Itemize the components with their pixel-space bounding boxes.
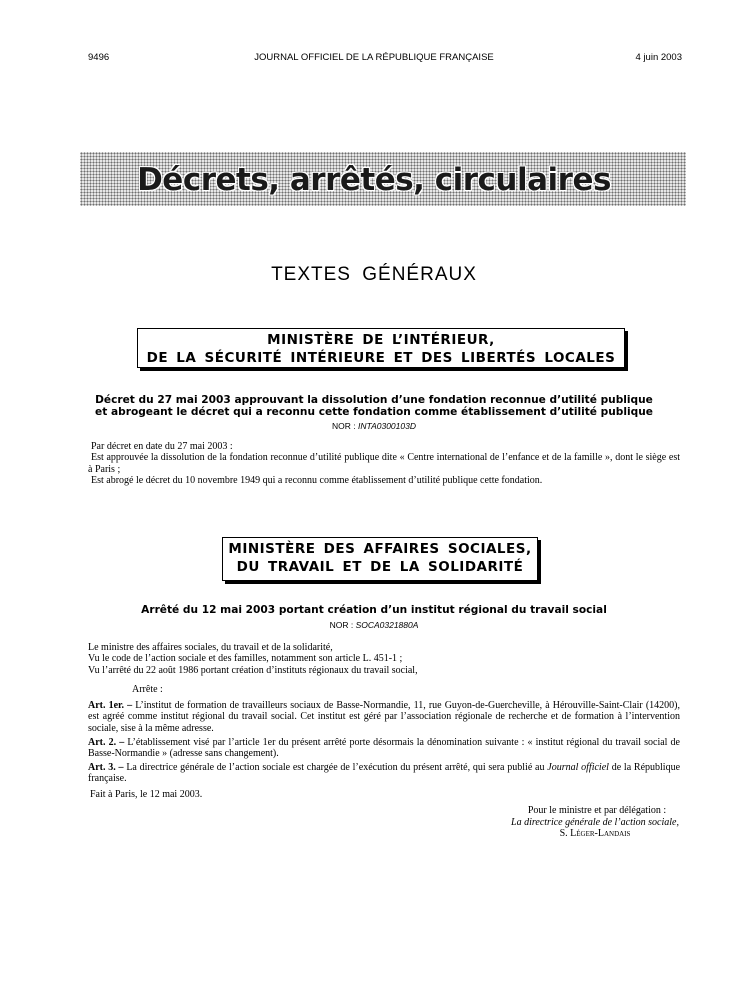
- article-label: Art. 3. –: [88, 762, 124, 773]
- signature-place-date: Fait à Paris, le 12 mai 2003.: [90, 789, 203, 800]
- ministry-line-1: MINISTÈRE DE L’INTÉRIEUR,: [267, 332, 495, 348]
- decree-paragraph: Est abrogé le décret du 10 novembre 1949 qui a reconnu comme établissement d’utilité publique cette fondation.: [91, 474, 543, 486]
- signature-line: La directrice générale de l’action sociale,: [511, 816, 679, 828]
- ministry-box-social: [222, 537, 538, 581]
- signature-block: [490, 805, 700, 840]
- arrete-label: Arrête :: [132, 684, 163, 695]
- nor-label: NOR :: [332, 421, 356, 431]
- arrete-intro: [88, 642, 680, 676]
- article-text: L’établissement visé par l’article 1er du présent arrêté porte désormais la dénomination suivante : « institut régional du travail social de Basse-Normandie » (adresse sans changement).: [88, 737, 680, 760]
- journal-title: JOURNAL OFFICIEL DE LA RÉPUBLIQUE FRANÇAISE: [254, 52, 494, 63]
- signature-line: Pour le ministre et par délégation :: [527, 805, 667, 816]
- arrete-title: Arrêté du 12 mai 2003 portant création d’un institut régional du travail social: [141, 604, 607, 616]
- article-3: [88, 762, 680, 785]
- page-number: 9496: [88, 52, 110, 63]
- ministry-line-1: MINISTÈRE DES AFFAIRES SOCIALES,: [228, 541, 532, 557]
- article-text: La directrice générale de l’action sociale est chargée de l’exécution du présent arrêté, qui sera publié au: [126, 762, 545, 773]
- nor-reference: [0, 421, 748, 431]
- signatory-name: S. Léger-Landais: [559, 828, 631, 839]
- article-label: Art. 1er. –: [88, 700, 133, 711]
- nor-reference: [0, 620, 748, 630]
- decree-paragraph: Est approuvée la dissolution de la fondation reconnue d’utilité publique dite « Centre international de l’enfance et de la famille », dont le siège est à Paris ;: [88, 452, 680, 475]
- article-text: L’institut de formation de travailleurs sociaux de Basse-Normandie, 11, rue Guyon-de-Guercheville, à Hérouville-Saint-Clair (14200), est agréé comme institut régional du travail social. Cet institut est géré par l’association régionale de recherche et de formation à l’intervention sociale, sise à la même adresse.: [88, 700, 680, 734]
- journal-reference: Journal officiel: [547, 762, 609, 773]
- ministry-line-2: DU TRAVAIL ET DE LA SOLIDARITÉ: [236, 559, 524, 575]
- banner-title: Décrets, arrêtés, circulaires: [137, 162, 611, 198]
- article-label: Art. 2. –: [88, 737, 125, 748]
- article-1: [88, 700, 680, 734]
- intro-line: Vu le code de l’action sociale et des familles, notamment son article L. 451-1 ;: [88, 653, 403, 665]
- decree-paragraph: Par décret en date du 27 mai 2003 :: [91, 441, 233, 452]
- article-text: de la République française.: [88, 762, 681, 785]
- decree-title-line-1: Décret du 27 mai 2003 approuvant la dissolution d’une fondation reconnue d’utilité publique: [95, 394, 653, 406]
- nor-code: INTA0300103D: [358, 421, 416, 431]
- nor-code: SOCA0321880A: [355, 620, 419, 630]
- nor-label: NOR :: [329, 620, 354, 630]
- decree-body: [88, 441, 680, 486]
- intro-line: Le ministre des affaires sociales, du travail et de la solidarité,: [88, 642, 333, 653]
- section-title: TEXTES GÉNÉRAUX: [271, 264, 477, 285]
- intro-line: Vu l’arrêté du 22 août 1986 portant création d’instituts régionaux du travail social,: [88, 664, 418, 676]
- article-2: [88, 737, 680, 760]
- decree-title: [0, 394, 748, 418]
- ministry-line-2: DE LA SÉCURITÉ INTÉRIEURE ET DES LIBERTÉS LOCALES: [146, 350, 616, 366]
- decree-title-line-2: et abrogeant le décret qui a reconnu cette fondation comme établissement d’utilité publique: [95, 406, 653, 418]
- ministry-box-interior: [137, 328, 625, 368]
- issue-date: 4 juin 2003: [635, 52, 682, 63]
